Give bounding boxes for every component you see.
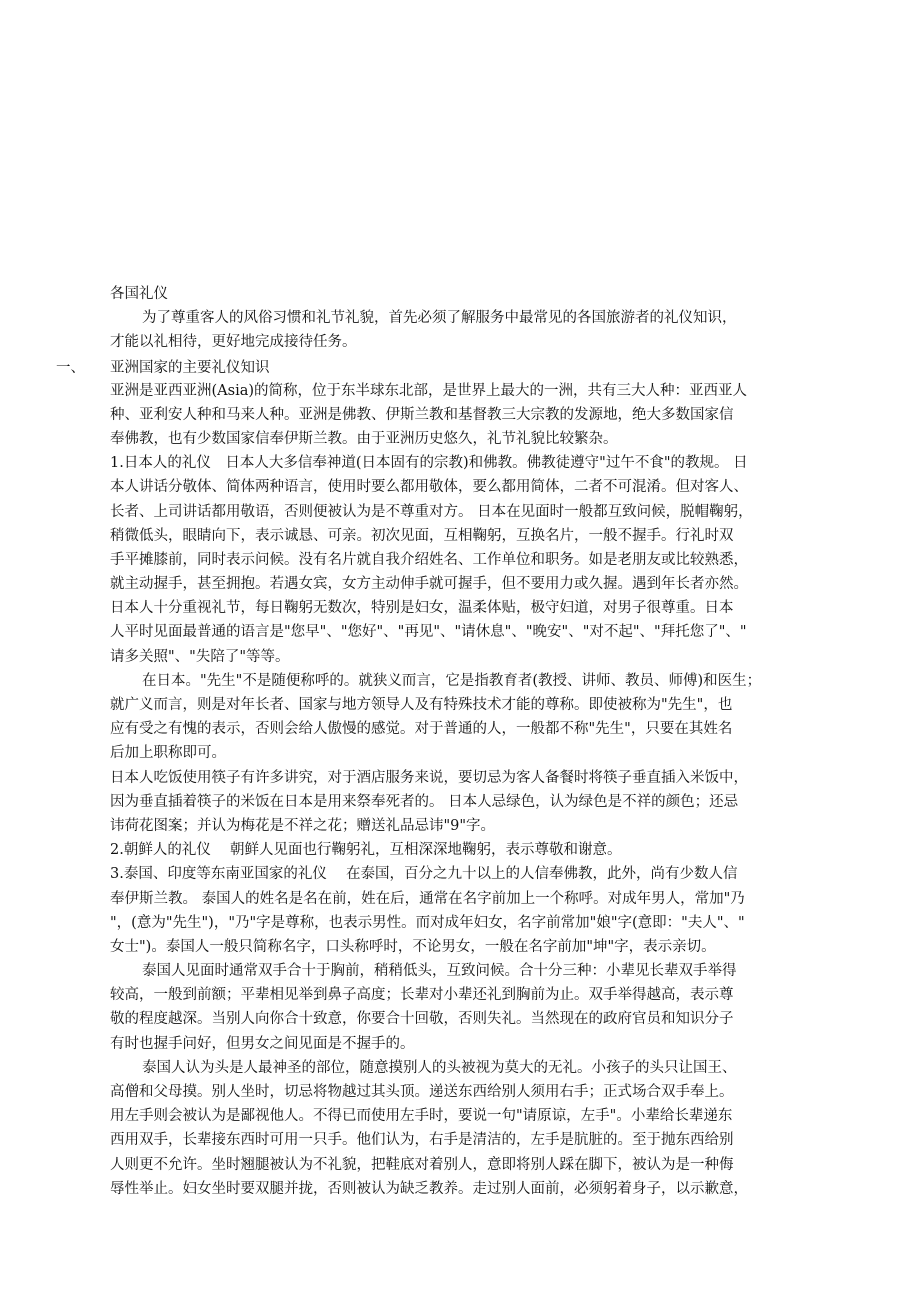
text-line: 2.朝鲜人的礼仪 朝鲜人见面也行鞠躬礼，互相深深地鞠躬，表示尊敬和谢意。 xyxy=(110,842,622,859)
text-line: 就主动握手，甚至拥抱。若遇女宾，女方主动伸手就可握手，但不要用力或久握。遇到年长者亦然。 xyxy=(110,576,748,593)
section-number: 一、 xyxy=(56,360,85,376)
text-line: 就广义而言，则是对年长者、国家与地方领导人及有特殊技术才能的尊称。即使被称为"先生"，也 xyxy=(110,697,733,713)
text-line: 西用双手，长辈接东西时可用一只手。他们认为，右手是清洁的，左手是肮脏的。至于抛东西给别 xyxy=(110,1132,734,1149)
text-line: 亚洲是亚西亚洲(Asia)的简称，位于东半球东北部，是世界上最大的一洲，共有三大人种：亚西亚人 xyxy=(110,382,748,399)
text-line: 请多关照"、"失陪了"等等。 xyxy=(110,648,290,665)
text-line: 敬的程度越深。当别人向你合十致意，你要合十回敬，否则失礼。当然现在的政府官员和知识分子 xyxy=(110,1011,734,1028)
text-line: 应有受之有愧的表示，否则会给人傲慢的感觉。对于普通的人，一般都不称"先生"，只要在其姓名 xyxy=(110,721,733,738)
text-line: 讳荷花图案；并认为梅花是不祥之花；赠送礼品忌讳"9"字。 xyxy=(110,817,496,834)
text-line: 因为垂直插着筷子的米饭在日本是用来祭奉死者的。 日本人忌绿色，认为绿色是不祥的颜色；还忌 xyxy=(110,793,739,810)
text-line: 日本人吃饭使用筷子有许多讲究，对于酒店服务来说，要切忌为客人备餐时将筷子垂直插入米饭中， xyxy=(110,769,748,786)
text-line: 在日本。"先生"不是随便称呼的。就狭义而言，它是指教育者(教授、讲师、教员、师傅)和医生； xyxy=(142,672,762,689)
text-line: 用左手则会被认为是鄙视他人。不得已而使用左手时，要说一句"请原谅，左手"。小辈给长辈递东 xyxy=(110,1108,733,1125)
text-line: 奉佛教，也有少数国家信奉伊斯兰教。由于亚洲历史悠久，礼节礼貌比较繁杂。 xyxy=(110,430,618,447)
text-line: 稍微低头，眼睛向下，表示诚恳、可亲。初次见面，互相鞠躬，互换名片，一般不握手。行礼时双 xyxy=(110,527,734,544)
text-line: 种、亚利安人种和马来人种。亚洲是佛教、伊斯兰教和基督教三大宗教的发源地，绝大多数国家信 xyxy=(110,406,734,423)
text-line: 本人讲话分敬体、简体两种语言，使用时要么都用敬体，要么都用简体，二者不可混淆。但对客人、 xyxy=(110,479,748,496)
text-line: 人则更不允许。坐时翘腿被认为不礼貌，把鞋底对着别人，意即将别人踩在脚下，被认为是一种侮 xyxy=(110,1156,734,1173)
text-line: 手平摊膝前，同时表示问候。没有名片就自我介绍姓名、工作单位和职务。如是老朋友或比较熟悉， xyxy=(110,551,748,568)
text-line: 女士")。泰国人一般只简称名字，口头称呼时，不论男女，一般在名字前加"坤"字，表示亲切。 xyxy=(110,938,716,955)
text-line: 辱性举止。妇女坐时要双腿并拢，否则被认为缺乏教养。走过别人面前，必须躬着身子，以示歉意， xyxy=(110,1180,748,1197)
text-line: 为了尊重客人的风俗习惯和礼节礼貌，首先必须了解服务中最常见的各国旅游者的礼仪知识， xyxy=(142,310,737,326)
text-line: 3.泰国、印度等东南亚国家的礼仪 在泰国，百分之九十以上的人信奉佛教，此外，尚有少数人信 xyxy=(110,866,738,883)
text-line: 1.日本人的礼仪 日本人大多信奉神道(日本固有的宗教)和佛教。佛教徒遵守"过午不食"的教规。 日 xyxy=(110,455,748,472)
text-line: 长者、上司讲话都用敬语，否则便被认为是不尊重对方。 日本在见面时一般都互致问候，脱帽鞠躬， xyxy=(110,503,753,520)
text-line: 高僧和父母摸。别人坐时，切忌将物越过其头顶。递送东西给别人须用右手；正式场合双手奉上。 xyxy=(110,1084,734,1100)
text-line: "，(意为"先生")，"乃"字是尊称，也表示男性。而对成年妇女，名字前常加"娘"字(意即："夫人"、" xyxy=(110,914,745,931)
text-line: 有时也握手问好，但男女之间见面是不握手的。 xyxy=(110,1035,415,1052)
text-line: 奉伊斯兰教。 泰国人的姓名是名在前，姓在后，通常在名字前加上一个称呼。对成年男人，常加"乃 xyxy=(110,890,745,907)
text-line: 日本人十分重视礼节，每日鞠躬无数次，特别是妇女，温柔体贴，极守妇道，对男子很尊重。日本 xyxy=(110,600,734,617)
text-line: 人平时见面最普通的语言是"您早"、"您好"、"再见"、"请休息"、"晚安"、"对不起"、"拜托您了"、" xyxy=(110,624,747,641)
text-line: 泰国人认为头是人最神圣的部位，随意摸别人的头被视为莫大的无礼。小孩子的头只让国王、 xyxy=(142,1059,737,1076)
section-heading: 亚洲国家的主要礼仪知识 xyxy=(110,360,270,376)
text-line: 后加上职称即可。 xyxy=(110,745,226,762)
document-body xyxy=(110,306,814,1201)
text-line: 才能以礼相待，更好地完成接待任务。 xyxy=(110,334,357,351)
text-line: 泰国人见面时通常双手合十于胸前，稍稍低头，互致问候。合十分三种：小辈见长辈双手举得 xyxy=(142,963,737,980)
section-heading-row xyxy=(110,354,814,378)
text-line: 较高，一般到前额；平辈相见举到鼻子高度；长辈对小辈还礼到胸前为止。双手举得越高，表示尊 xyxy=(110,987,734,1004)
document-title: 各国礼仪 xyxy=(110,286,168,302)
